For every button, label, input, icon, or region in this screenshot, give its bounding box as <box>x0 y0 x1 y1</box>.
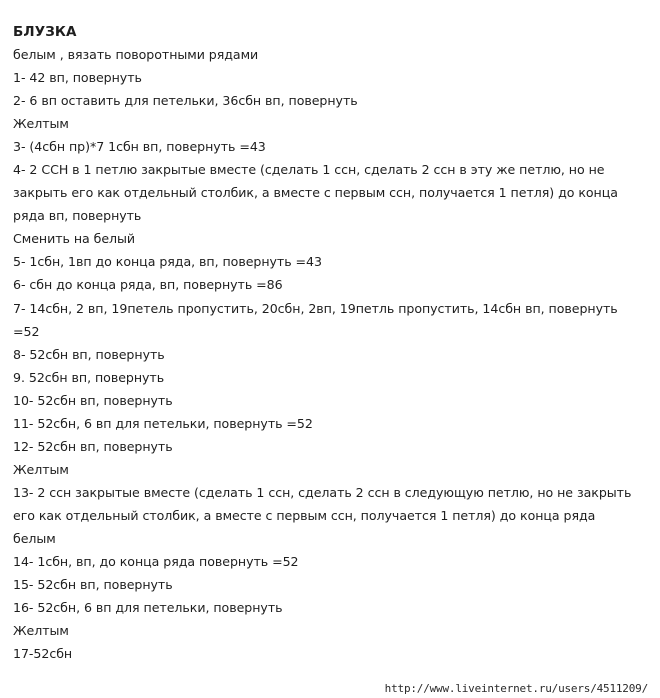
instruction-line: 12- 52сбн вп, повернуть <box>13 438 173 454</box>
instruction-line: 5- 1сбн, 1вп до конца ряда, вп, повернуть =43 <box>13 254 322 270</box>
instruction-list <box>13 43 653 665</box>
instruction-line: 2- 6 вп оставить для петельки, 36сбн вп, повернуть <box>13 93 358 109</box>
document-title: БЛУЗКА <box>13 24 77 40</box>
source-url: http://www.liveinternet.ru/users/4511209/ <box>384 682 648 695</box>
instruction-line: 6- сбн до конца ряда, вп, повернуть =86 <box>13 277 283 293</box>
instruction-line: =52 <box>13 323 40 339</box>
instruction-line: Желтым <box>13 623 69 639</box>
instruction-line: 16- 52сбн, 6 вп для петельки, повернуть <box>13 600 283 616</box>
instruction-line: белым , вязать поворотными рядами <box>13 47 259 62</box>
document-body <box>13 24 653 665</box>
instruction-line: 7- 14сбн, 2 вп, 19петель пропустить, 20сбн, 2вп, 19петль пропустить, 14сбн вп, повернуть <box>13 300 618 316</box>
instruction-line: 9. 52сбн вп, повернуть <box>13 369 165 385</box>
instruction-line: 14- 1сбн, вп, до конца ряда повернуть =52 <box>13 554 299 570</box>
instruction-line: 1- 42 вп, повернуть <box>13 70 142 86</box>
instruction-line: 15- 52сбн вп, повернуть <box>13 577 173 593</box>
instruction-line: 4- 2 ССН в 1 петлю закрытые вместе (сделать 1 ссн, сделать 2 ссн в эту же петлю, но не <box>13 162 605 178</box>
instruction-line: его как отдельный столбик, а вместе с первым ссн, получается 1 петля) до конца ряда <box>13 507 596 523</box>
instruction-line: 13- 2 ссн закрытые вместе (сделать 1 ссн, сделать 2 ссн в следующую петлю, но не закрыть <box>13 484 632 500</box>
instruction-line: 3- (4сбн пр)*7 1сбн вп, повернуть =43 <box>13 139 266 155</box>
instruction-line: Желтым <box>13 461 69 477</box>
instruction-line: Сменить на белый <box>13 231 136 247</box>
instruction-line: 10- 52сбн вп, повернуть <box>13 392 173 408</box>
instruction-line: 17-52сбн <box>13 646 73 662</box>
instruction-line: ряда вп, повернуть <box>13 208 142 224</box>
instruction-line: закрыть его как отдельный столбик, а вместе с первым ссн, получается 1 петля) до конца <box>13 185 618 201</box>
instruction-line: белым <box>13 530 56 546</box>
instruction-line: 8- 52сбн вп, повернуть <box>13 346 165 362</box>
instruction-line: 11- 52сбн, 6 вп для петельки, повернуть =52 <box>13 415 313 431</box>
instruction-line: Желтым <box>13 116 69 132</box>
